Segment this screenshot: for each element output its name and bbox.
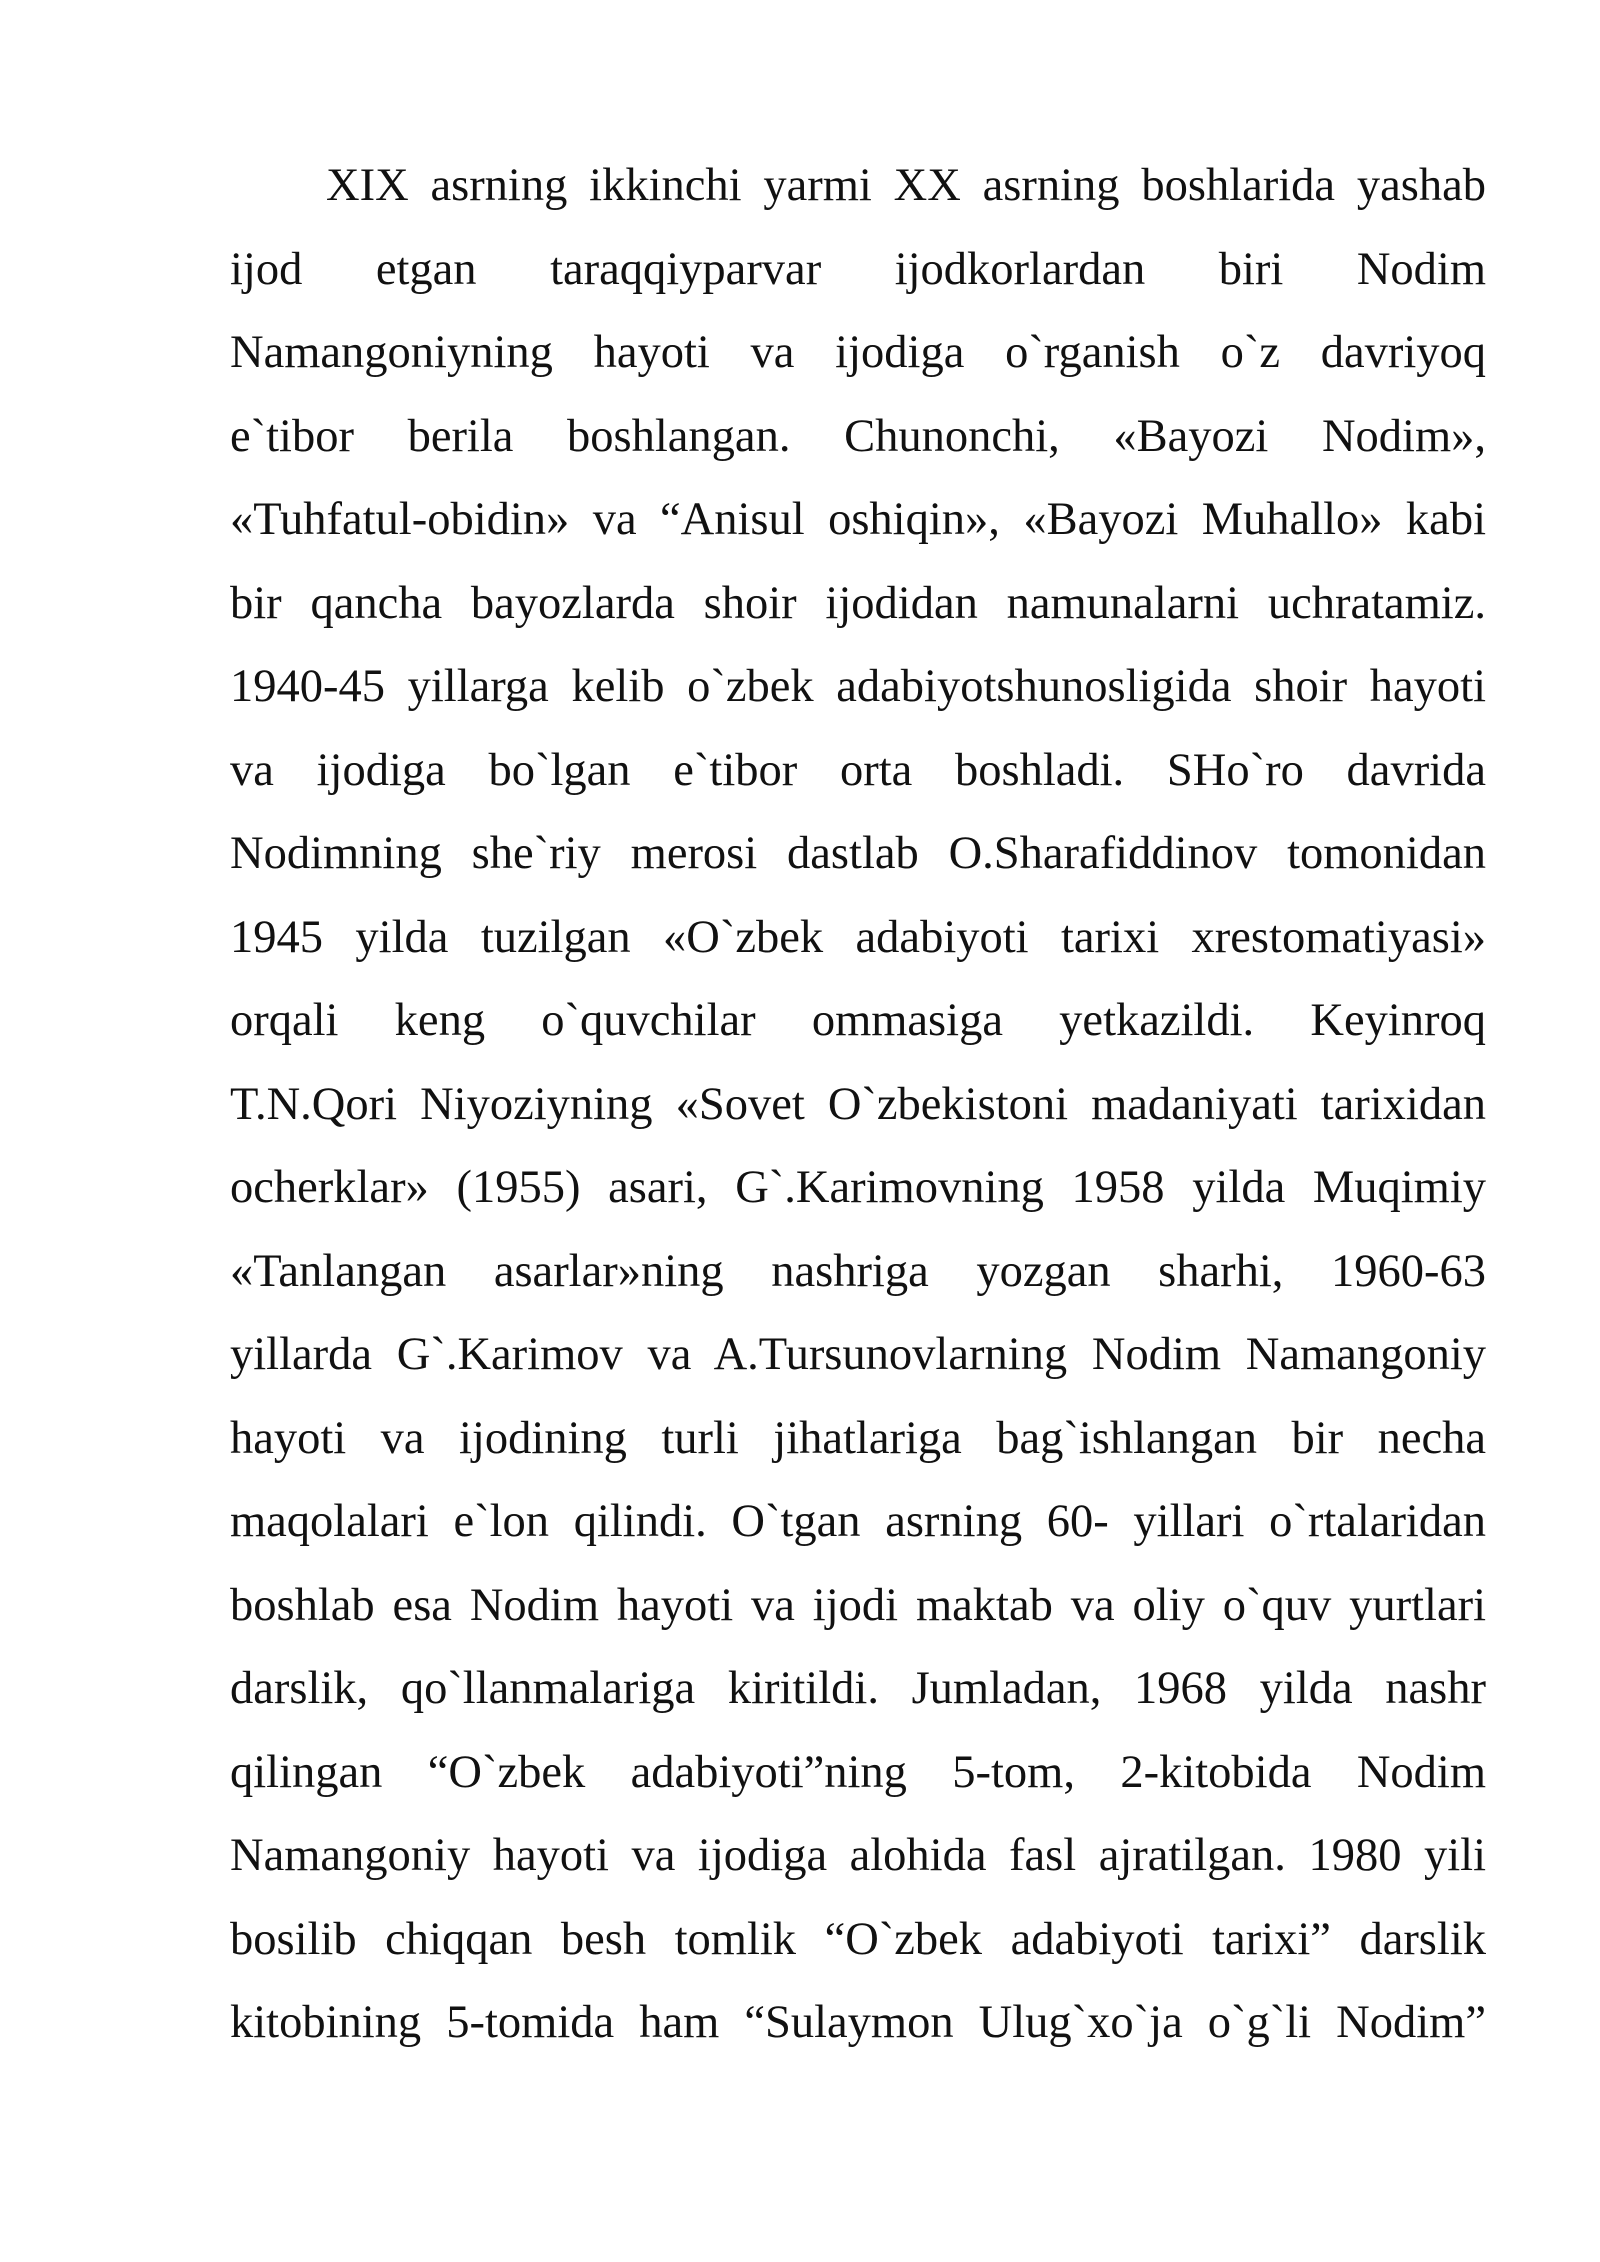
paragraph-line: ocherklar» (1955) asari, G`.Karimovning 1958 yilda Muqimiy [230,1162,1486,1213]
paragraph-line: Nodimning she`riy merosi dastlab O.Sharafiddinov tomonidan [230,828,1486,879]
paragraph-line: bir qancha bayozlarda shoir ijodidan namunalarni uchratamiz. [230,577,1486,629]
paragraph-line: yillarda G`.Karimov va A.Tursunovlarning Nodim Namangoniy [230,1329,1486,1380]
paragraph-line: va ijodiga bo`lgan e`tibor orta boshladi. SHo`ro davrida [230,744,1486,796]
paragraph-line: ijod etgan taraqqiyparvar ijodkorlardan biri Nodim [230,243,1486,295]
paragraph-line: Namangoniyning hayoti va ijodiga o`rganish o`z davriyoq [230,327,1486,378]
paragraph-line: e`tibor berila boshlangan. Chunonchi, «Bayozi Nodim», [230,410,1486,462]
paragraph-line: hayoti va ijodining turli jihatlariga bag`ishlangan bir necha [230,1412,1486,1464]
paragraph-line: «Tuhfatul-obidin» va “Anisul oshiqin», «Bayozi Muhallo» kabi [230,494,1486,545]
paragraph-line: 1945 yilda tuzilgan «O`zbek adabiyoti tarixi xrestomatiyasi» [230,911,1486,963]
paragraph-line: XIX asrning ikkinchi yarmi XX asrning boshlarida yashab [326,160,1486,211]
paragraph-line: 1940-45 yillarga kelib o`zbek adabiyotshunosligida shoir hayoti [230,661,1486,712]
paragraph-line: orqali keng o`quvchilar ommasiga yetkazildi. Keyinroq [230,995,1486,1046]
paragraph-line: boshlab esa Nodim hayoti va ijodi maktab va oliy o`quv yurtlari [230,1579,1486,1631]
body-paragraph [230,154,1486,2075]
paragraph-line: maqolalari e`lon qilindi. O`tgan asrning 60- yillari o`rtalaridan [230,1496,1486,1547]
paragraph-line: darslik, qo`llanmalariga kiritildi. Jumladan, 1968 yilda nashr [230,1663,1486,1714]
paragraph-line: qilingan “O`zbek adabiyoti”ning 5-tom, 2-kitobida Nodim [230,1746,1486,1798]
paragraph-line: bosilib chiqqan besh tomlik “O`zbek adabiyoti tarixi” darslik [230,1913,1486,1965]
paragraph-line: Namangoniy hayoti va ijodiga alohida fasl ajratilgan. 1980 yili [230,1830,1486,1881]
paragraph-line: kitobining 5-tomida ham “Sulaymon Ulug`xo`ja o`g`li Nodim” [230,1997,1486,2048]
paragraph-line: «Tanlangan asarlar»ning nashriga yozgan sharhi, 1960-63 [230,1245,1486,1297]
paragraph-line: T.N.Qori Niyoziyning «Sovet O`zbekistoni madaniyati tarixidan [230,1078,1486,1130]
